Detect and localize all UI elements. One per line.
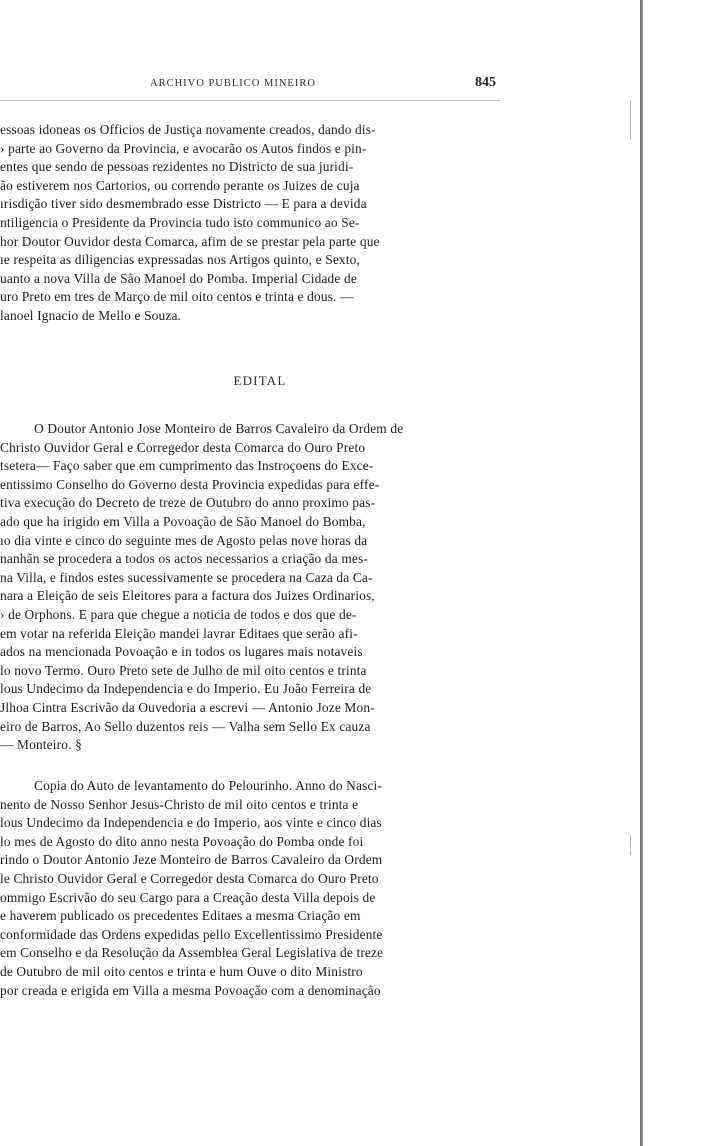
- page-number: 845: [475, 75, 496, 90]
- text-line: ão estiverem nos Cartorios, ou correndo perante os Juizes de cuja: [0, 177, 360, 193]
- text-line: eiro de Barros, Ao Sello duzentos reis — Valha sem Sello Ex cauza: [0, 718, 371, 734]
- running-title: ARCHIVO PUBLICO MINEIRO: [150, 78, 316, 89]
- text-line: Jlhoa Cintra Escrivão da Ouvedoria a escrevi — Antonio Joze Mon-: [0, 699, 375, 715]
- text-line: lo mes de Agosto do dito anno nesta Povoação do Pomba onde foi: [0, 833, 364, 849]
- text-line: › de Orphons. E para que chegue a noticia de todos e dos que de-: [0, 606, 357, 622]
- text-line: e haverem publicado os precedentes Editaes a mesma Criação em: [0, 908, 361, 924]
- text-line: nanhãn se procedera a todos os actos necessarios a criação da mes-: [0, 551, 368, 567]
- text-line: lous Undecimo da Independencia e do Imperio. Eu João Ferreira de: [0, 681, 372, 697]
- text-line: de Outubro de mil oito centos e trinta e hum Ouve o dito Ministro: [0, 963, 363, 979]
- text-line: lous Undecimo da Independencia e do Imperio, aos vinte e cinco dias: [0, 815, 382, 831]
- text-line: em votar na referida Eleição mandei lavrar Editaes que serão afi-: [0, 625, 358, 641]
- text-line: na Villa, e findos estes sucessivamente se procedera na Caza da Ca-: [0, 569, 373, 585]
- paragraph-edital: [0, 420, 498, 755]
- text-line: uanto a nova Villa de São Manoel do Pomba. Imperial Cidade de: [0, 270, 357, 286]
- text-line: nento de Nosso Senhor Jesus-Christo de mil oito centos e trinta e: [0, 796, 359, 812]
- text-line: Christo Ouvidor Geral e Corregedor desta Comarca do Ouro Preto: [0, 439, 366, 455]
- scan-mark: [630, 100, 631, 140]
- text-line: entissimo Conselho do Governo desta Provincia expedidas para effe-: [0, 476, 380, 492]
- text-line: lanoel Ignacio de Mello e Souza.: [0, 307, 182, 323]
- scan-mark: [630, 835, 631, 855]
- text-line: — Monteiro. §: [0, 737, 82, 753]
- text-line: lo novo Termo. Ouro Preto sete de Julho de mil oito centos e trinta: [0, 662, 367, 678]
- text-line: ommigo Escrivão do seu Cargo para a Creação desta Villa depois de: [0, 889, 376, 905]
- text-line: em Conselho e da Resolução da Assemblea Geral Legislativa de treze: [0, 945, 384, 961]
- text-line: tsetera— Faço saber que em cumprimento das Instroçoens do Exce-: [0, 458, 374, 474]
- text-line: uro Preto em tres de Março de mil oito centos e trinta e dous. —: [0, 289, 354, 305]
- text-line: ntiligencia o Presidente da Provincia tudo isto communico ao Se-: [0, 214, 360, 230]
- section-title-edital: EDITAL: [233, 373, 287, 388]
- text-line: tiva execução do Decreto de treze de Outubro do anno proximo pas-: [0, 495, 376, 511]
- text-line: hor Doutor Ouvidor desta Comarca, afim de se prestar pela parte que: [0, 233, 380, 249]
- text-line: O Doutor Antonio Jose Monteiro de Barros Cavaleiro da Ordem de: [34, 421, 404, 436]
- text-line: por creada e erigida em Villa a mesma Povoação com a denominação: [0, 982, 381, 998]
- text-line: essoas idoneas os Officios de Justiça novamente creados, dando dis-: [0, 122, 376, 137]
- text-line: ados na mencionada Povoação e in todos os lugares mais notaveis: [0, 644, 363, 660]
- text-line: entes que sendo de pessoas rezidentes no Districto de sua juridi-: [0, 159, 354, 175]
- text-line: ırisdição tiver sido desmembrado esse Districto — E para a devida: [0, 196, 367, 212]
- text-line: ıo dia vinte e cinco do seguinte mes de Agosto pelas nove horas da: [0, 532, 368, 548]
- paragraph-closing-previous-act: [0, 121, 498, 326]
- header-rule: [0, 100, 500, 101]
- text-line: ado que ha irigido em Villa a Povoação de São Manoel do Bomba,: [0, 513, 366, 529]
- text-line: Copia do Auto de levantamento do Pelourinho. Anno do Nasci-: [34, 778, 383, 793]
- text-line: nara a Eleição de seis Eleitores para a factura dos Juizes Ordinarios,: [0, 588, 375, 604]
- paragraph-auto-pelourinho: [0, 777, 498, 1000]
- text-line: ıe respeita as diligencias expressadas nos Artigos quinto, e Sexto,: [0, 252, 360, 268]
- margin-background: [643, 0, 711, 1146]
- text-line: le Christo Ouvidor Geral e Corregedor desta Comarca do Ouro Preto: [0, 870, 379, 886]
- text-line: rindo o Doutor Antonio Jeze Monteiro de Barros Cavaleiro da Ordem: [0, 852, 383, 868]
- text-line: › parte ao Governo da Provincia, e avocarão os Autos findos e pin-: [0, 140, 367, 156]
- text-line: conformidade das Ordens expedidas pello Excellentissimo Presidente: [0, 926, 383, 942]
